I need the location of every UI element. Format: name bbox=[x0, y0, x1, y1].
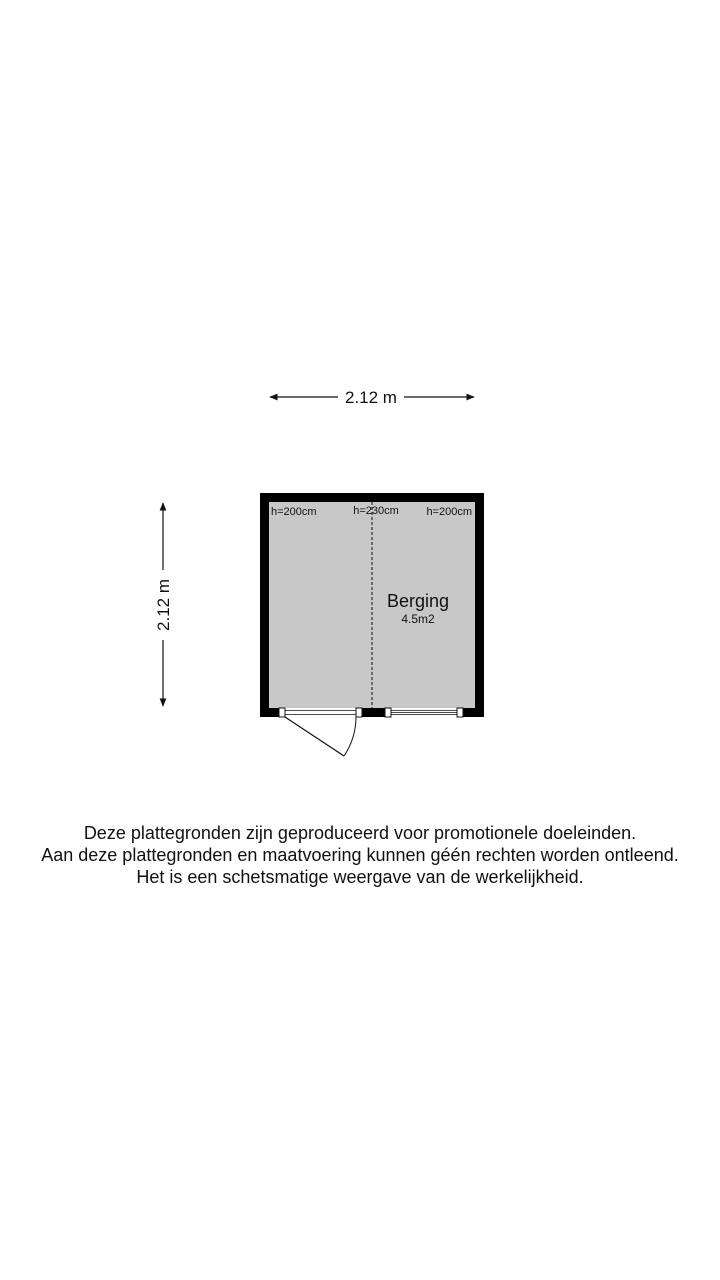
height-label-center: h=230cm bbox=[353, 505, 399, 517]
width-dimension-label: 2.12 m bbox=[345, 388, 397, 407]
height-dimension bbox=[154, 503, 173, 706]
disclaimer-line-2: Aan deze plattegronden en maatvoering kunnen géén rechten worden ontleend. bbox=[41, 845, 679, 865]
height-label-left: h=200cm bbox=[271, 506, 317, 518]
height-label-right: h=200cm bbox=[426, 506, 472, 518]
disclaimer-line-1: Deze plattegronden zijn geproduceerd voor promotionele doeleinden. bbox=[83, 823, 637, 843]
room-berging bbox=[260, 493, 484, 756]
room-name: Berging bbox=[386, 591, 450, 611]
room-area: 4.5m2 bbox=[401, 612, 435, 626]
width-dimension bbox=[270, 388, 474, 407]
height-dimension-label: 2.12 m bbox=[154, 579, 173, 631]
disclaimer bbox=[0, 822, 720, 888]
door-opening bbox=[279, 708, 362, 717]
disclaimer-line-3: Het is een schetsmatige weergave van de werkelijkheid. bbox=[136, 867, 584, 887]
